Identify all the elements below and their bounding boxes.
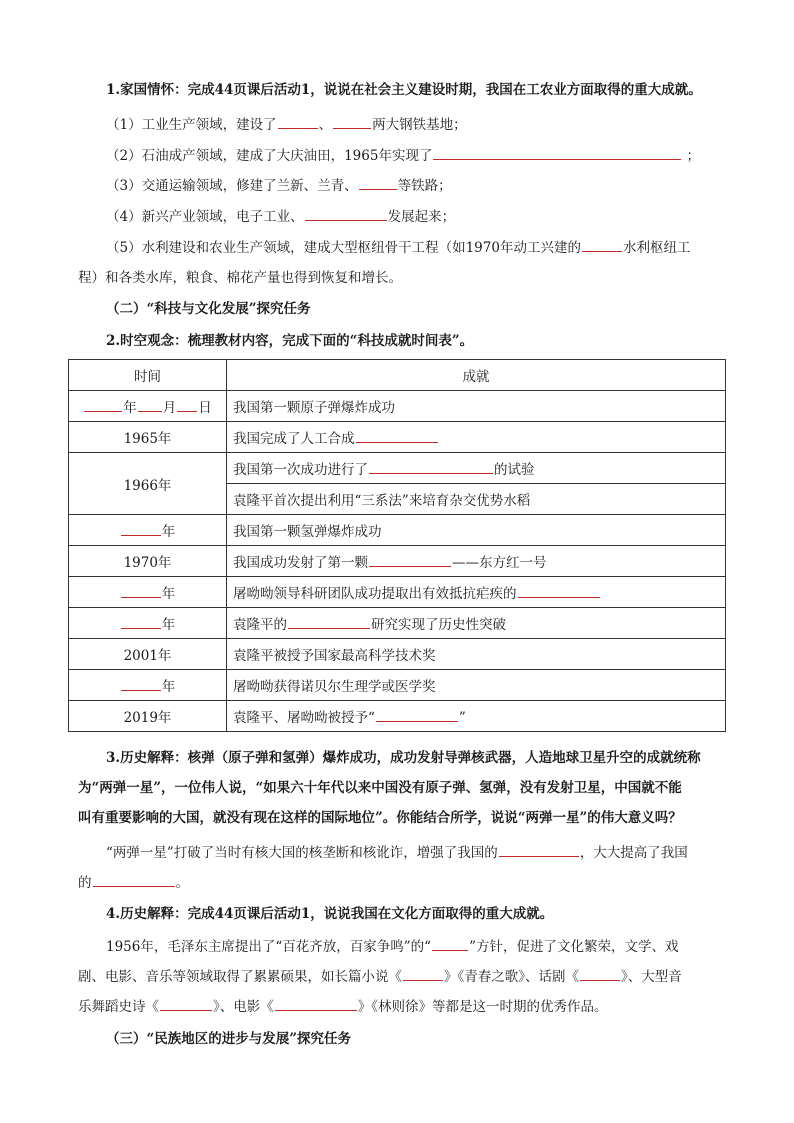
- q1-item3-tail: 等铁路；: [397, 178, 452, 194]
- time-cell: 1966年: [69, 453, 227, 515]
- achievement-cell: [227, 608, 726, 639]
- q4-text: ”方针，促进了文化繁荣，文学、戏: [469, 939, 679, 955]
- header-time: 时间: [69, 360, 227, 391]
- time-cell: 2019年: [69, 701, 227, 732]
- achievement-text: 我国完成了人工合成: [233, 431, 355, 447]
- answer-blank[interactable]: [369, 459, 493, 474]
- answer-blank[interactable]: [499, 842, 579, 857]
- q1-title: 1.家国情怀：完成44页课后活动1，说说在社会主义建设时期，我国在工农业方面取得的重大成就。: [106, 82, 702, 98]
- section-3-title: （三）“民族地区的进步与发展”探究任务: [106, 1031, 352, 1047]
- q1-item3-text: （3）交通运输领域，修建了兰新、兰青、: [106, 178, 358, 194]
- q3-line-1: 3.历史解释：核弹（原子弹和氢弹）爆炸成功，成功发射导弹核武器，人造地球卫星升空的成就统称: [106, 750, 701, 766]
- answer-blank[interactable]: [93, 872, 175, 887]
- table-row: [69, 422, 726, 453]
- achievement-text-tail: ——东方红一号: [452, 555, 547, 571]
- q1-item2-text: （2）石油成产领域，建成了大庆油田，1965年实现了: [106, 148, 433, 164]
- q3-answer-text-b: ，大大提高了我国: [579, 845, 688, 861]
- q4-para-line-3: [78, 996, 608, 1017]
- q1-item4-tail: 发展起来；: [387, 209, 456, 225]
- q4-text: 乐舞蹈史诗《: [78, 999, 159, 1015]
- achievement-text: 袁隆平的: [233, 617, 287, 633]
- year-label: 年: [123, 400, 137, 416]
- achievement-cell: [227, 701, 726, 732]
- answer-blank[interactable]: [376, 707, 458, 722]
- answer-blank[interactable]: [121, 676, 161, 691]
- table-row: [69, 577, 726, 608]
- answer-blank[interactable]: [160, 996, 212, 1011]
- table-row: [69, 639, 726, 670]
- table-header-row: [69, 360, 726, 391]
- answer-blank[interactable]: [369, 552, 451, 567]
- q1-item4-text: （4）新兴产业领域，电子工业、: [106, 209, 304, 225]
- q1-item1-text: （1）工业生产领域，建设了: [106, 117, 277, 133]
- answer-blank[interactable]: [403, 966, 443, 981]
- table-row: [69, 546, 726, 577]
- time-cell: 1965年: [69, 422, 227, 453]
- q4-text: 》、大型音: [621, 969, 682, 985]
- year-label: 年: [161, 617, 176, 633]
- q3-answer-text-c: 的: [78, 875, 92, 891]
- header-achievement: 成就: [227, 360, 726, 391]
- q1-item-3: [106, 175, 452, 196]
- answer-blank[interactable]: [121, 583, 161, 598]
- achievement-cell: 屠呦呦获得诺贝尔生理学或医学奖: [227, 670, 726, 701]
- answer-blank[interactable]: [433, 145, 681, 160]
- answer-blank[interactable]: [121, 521, 161, 536]
- achievement-text: 袁隆平、屠呦呦被授予“: [233, 710, 375, 726]
- q4-text: 》《青春之歌》、话剧《: [444, 969, 579, 985]
- table-row: [69, 391, 726, 422]
- q3-line-3: 叫有重要影响的大国，就没有现在这样的国际地位”。你能结合所学，说说“两弹一星”的伟大意义吗？: [78, 810, 682, 826]
- answer-blank[interactable]: [432, 936, 468, 951]
- answer-blank[interactable]: [518, 583, 600, 598]
- q1-item1-tail: 两大钢铁基地；: [372, 117, 467, 133]
- q4-text: 》《林则徐》等都是这一时期的优秀作品。: [357, 999, 608, 1015]
- time-cell: [69, 577, 227, 608]
- answer-blank[interactable]: [278, 114, 318, 129]
- time-cell: [69, 670, 227, 701]
- q4-para-line-2: [78, 966, 682, 987]
- achievement-cell: 袁隆平首次提出利用“三系法”来培育杂交优势水稻: [227, 484, 726, 515]
- q1-item5-text: （5）水利建设和农业生产领域，建成大型枢纽骨干工程（如1970年动工兴建的: [106, 240, 581, 256]
- achievement-text-tail: 研究实现了历史性突破: [371, 617, 506, 633]
- time-cell: [69, 515, 227, 546]
- year-label: 年: [161, 524, 176, 540]
- time-cell: 1970年: [69, 546, 227, 577]
- science-timeline-table: [68, 359, 726, 732]
- time-cell: [69, 391, 227, 422]
- q1-item1-sep: 、: [318, 117, 333, 133]
- year-label: 年: [161, 586, 176, 602]
- achievement-text-tail: ”: [458, 710, 466, 726]
- q4-text: 1956年，毛泽东主席提出了“百花齐放，百家争鸣”的“: [106, 939, 432, 955]
- q1-item-5: [106, 237, 690, 258]
- q3-answer-text: “两弹一星”打破了当时有核大国的核垄断和核讹诈，增强了我国的: [106, 845, 498, 861]
- answer-blank[interactable]: [580, 966, 620, 981]
- answer-blank[interactable]: [121, 614, 161, 629]
- answer-blank[interactable]: [359, 175, 397, 190]
- q1-item-1: [106, 114, 467, 135]
- achievement-cell: 我国第一颗原子弹爆炸成功: [227, 391, 726, 422]
- q3-answer-line-2: [78, 872, 189, 893]
- time-cell: [69, 608, 227, 639]
- q1-item-5-cont: 程）和各类水库，粮食、棉花产量也得到恢复和增长。: [78, 270, 402, 286]
- answer-blank[interactable]: [275, 996, 357, 1011]
- q1-item-2: [106, 145, 700, 166]
- achievement-cell: [227, 453, 726, 484]
- q2-title: 2.时空观念：梳理教材内容，完成下面的“科技成就时间表”。: [106, 333, 474, 349]
- q1-item-4: [106, 206, 455, 227]
- achievement-text: 我国第一次成功进行了: [233, 462, 368, 478]
- table-row: [69, 670, 726, 701]
- answer-blank[interactable]: [333, 114, 371, 129]
- year-label: 年: [161, 679, 176, 695]
- q3-answer-line-1: [106, 842, 688, 863]
- answer-blank[interactable]: [288, 614, 370, 629]
- achievement-text: 屠呦呦领导科研团队成功提取出有效抵抗疟疾的: [233, 586, 517, 602]
- q4-text: 》、电影《: [213, 999, 274, 1015]
- q1-item2-tail: ；: [686, 148, 700, 164]
- achievement-cell: 我国第一颗氢弹爆炸成功: [227, 515, 726, 546]
- day-label: 日: [198, 400, 212, 416]
- q4-text: 剧、电影、音乐等领域取得了累累硕果，如长篇小说《: [78, 969, 402, 985]
- q3-answer-text-d: 。: [175, 875, 189, 891]
- table-row: [69, 701, 726, 732]
- achievement-text: 我国成功发射了第一颗: [233, 555, 368, 571]
- answer-blank[interactable]: [305, 206, 387, 221]
- q1-item5-tail: 水利枢纽工: [622, 240, 691, 256]
- answer-blank[interactable]: [356, 428, 438, 443]
- answer-blank[interactable]: [582, 237, 622, 252]
- achievement-text-tail: 的试验: [494, 462, 535, 478]
- answer-blank[interactable]: [177, 397, 197, 412]
- q3-line-2: 为“两弹一星”，一位伟人说，“如果六十年代以来中国没有原子弹、氢弹，没有发射卫星，中国就不能: [78, 780, 682, 796]
- answer-blank[interactable]: [138, 397, 162, 412]
- month-label: 月: [162, 400, 177, 416]
- table-row: [69, 608, 726, 639]
- section-2-title: （二）“科技与文化发展”探究任务: [106, 301, 311, 317]
- table-row: [69, 453, 726, 484]
- q4-title: 4.历史解释：完成44页课后活动1，说说我国在文化方面取得的重大成就。: [106, 906, 554, 922]
- achievement-cell: 袁隆平被授予国家最高科学技术奖: [227, 639, 726, 670]
- achievement-cell: [227, 546, 726, 577]
- answer-blank[interactable]: [84, 397, 122, 412]
- achievement-cell: [227, 422, 726, 453]
- q4-para-line-1: [106, 936, 678, 957]
- achievement-cell: [227, 577, 726, 608]
- table-row: [69, 515, 726, 546]
- time-cell: 2001年: [69, 639, 227, 670]
